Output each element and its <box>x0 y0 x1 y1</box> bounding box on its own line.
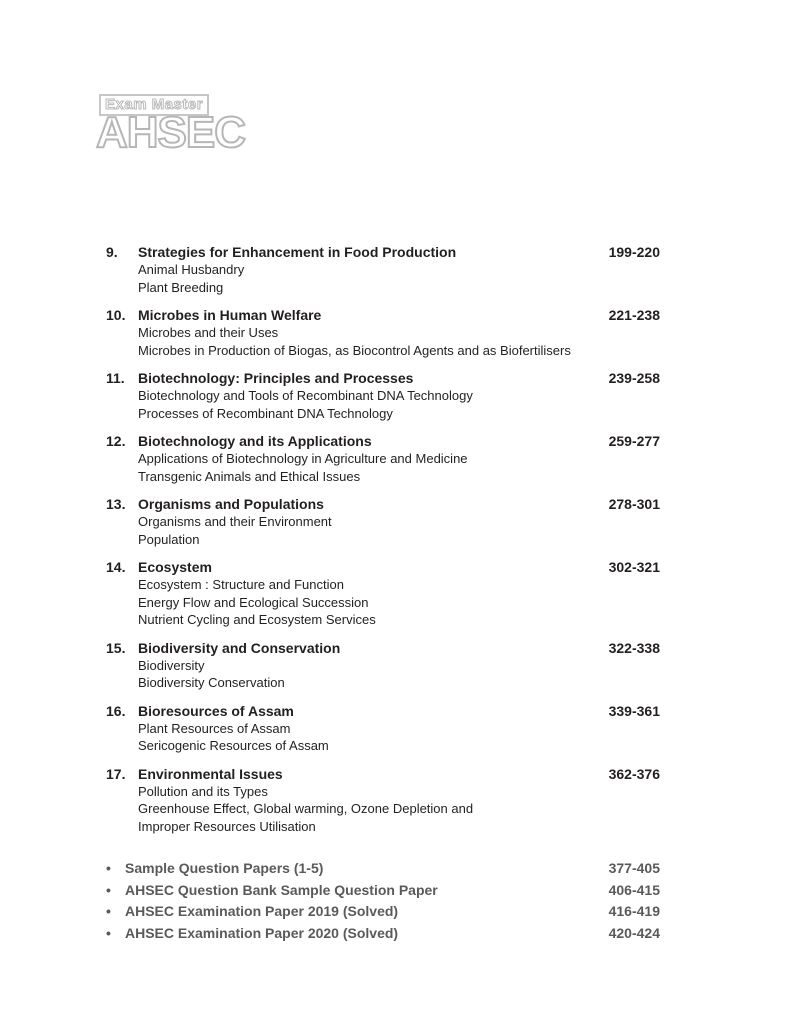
chapter-subtopic: Improper Resources Utilisation <box>138 818 316 834</box>
extra-paper-page-range: 377-405 <box>608 860 660 876</box>
chapter-subtopic: Nutrient Cycling and Ecosystem Services <box>138 612 376 627</box>
exam-master-logo <box>96 94 256 156</box>
chapter-number: 13. <box>106 496 126 512</box>
chapter-subtopic: Biotechnology and Tools of Recombinant DNA Technology <box>138 388 473 403</box>
chapter-subtopic: Population <box>138 531 200 547</box>
chapter-title: Ecosystem <box>138 559 212 575</box>
chapter-title: Biotechnology: Principles and Processes <box>138 370 414 386</box>
chapter-subtopic: Microbes in Production of Biogas, as Biocontrol Agents and as Biofertilisers <box>138 342 571 358</box>
chapter-title: Biotechnology and its Applications <box>138 433 372 449</box>
chapter-number: 16. <box>106 702 126 719</box>
extra-paper-label: AHSEC Question Bank Sample Question Paper <box>125 881 438 898</box>
chapter-title: Strategies for Enhancement in Food Production <box>138 244 457 260</box>
chapter-subtopic: Organisms and their Environment <box>138 514 332 529</box>
chapter-subtopic: Biodiversity Conservation <box>138 675 285 690</box>
extra-paper-page-range: 420-424 <box>608 924 660 941</box>
logo-main-text: AHSEC <box>96 108 246 157</box>
extra-paper-page-range: 406-415 <box>608 881 660 898</box>
chapter-subtopic: Plant Resources of Assam <box>138 720 291 736</box>
chapter-subtopic: Sericogenic Resources of Assam <box>138 738 329 753</box>
chapter-page-range: 259-277 <box>608 433 660 449</box>
chapter-subtopic: Ecosystem : Structure and Function <box>138 577 344 592</box>
chapter-subtopic: Animal Husbandry <box>138 262 245 277</box>
extra-paper-item <box>106 858 666 880</box>
chapter-number: 9. <box>106 244 118 260</box>
table-of-contents <box>106 243 666 845</box>
chapter-subtopic: Plant Breeding <box>138 279 224 295</box>
chapter-number: 10. <box>106 307 126 323</box>
extra-paper-page-range: 416-419 <box>608 903 660 919</box>
bullet-icon: • <box>106 881 111 898</box>
toc-entry <box>106 639 666 692</box>
chapter-number: 17. <box>106 765 126 782</box>
additional-papers-list <box>106 858 666 944</box>
chapter-number: 14. <box>106 559 126 575</box>
extra-paper-label: AHSEC Examination Paper 2020 (Solved) <box>125 924 399 941</box>
chapter-subtopic: Microbes and their Uses <box>138 325 279 340</box>
chapter-title: Organisms and Populations <box>138 496 324 512</box>
chapter-page-range: 339-361 <box>608 702 660 719</box>
chapter-page-range: 199-220 <box>608 244 660 260</box>
toc-entry <box>106 432 666 485</box>
chapter-number: 15. <box>106 639 126 656</box>
chapter-title: Environmental Issues <box>138 765 283 782</box>
toc-entry <box>106 369 666 422</box>
bullet-icon: • <box>106 924 111 941</box>
chapter-number: 12. <box>106 433 126 449</box>
chapter-title: Biodiversity and Conservation <box>138 639 341 656</box>
chapter-subtopic: Greenhouse Effect, Global warming, Ozone Depletion and <box>138 801 474 816</box>
extra-paper-item <box>106 901 666 923</box>
chapter-subtopic: Energy Flow and Ecological Succession <box>138 594 369 610</box>
chapter-page-range: 362-376 <box>608 765 660 782</box>
logo-top-text: Exam Master <box>99 94 209 116</box>
extra-paper-item <box>106 923 666 945</box>
toc-entry <box>106 243 666 296</box>
toc-entry <box>106 765 666 836</box>
chapter-number: 11. <box>106 370 125 386</box>
chapter-subtopic: Biodiversity <box>138 657 205 673</box>
bullet-icon: • <box>106 903 111 919</box>
chapter-page-range: 239-258 <box>608 370 660 386</box>
chapter-subtopic: Transgenic Animals and Ethical Issues <box>138 468 361 484</box>
toc-entry <box>106 306 666 359</box>
chapter-title: Bioresources of Assam <box>138 702 294 719</box>
extra-paper-item <box>106 880 666 902</box>
chapter-subtopic: Applications of Biotechnology in Agriculture and Medicine <box>138 451 468 466</box>
extra-paper-label: AHSEC Examination Paper 2019 (Solved) <box>125 903 399 919</box>
bullet-icon: • <box>106 860 111 876</box>
chapter-subtopic: Pollution and its Types <box>138 783 268 799</box>
toc-entry <box>106 702 666 755</box>
chapter-page-range: 221-238 <box>608 307 660 323</box>
chapter-page-range: 302-321 <box>608 559 660 575</box>
chapter-page-range: 322-338 <box>608 639 660 656</box>
toc-entry <box>106 495 666 548</box>
chapter-title: Microbes in Human Welfare <box>138 307 322 323</box>
chapter-subtopic: Processes of Recombinant DNA Technology <box>138 405 393 421</box>
toc-entry <box>106 558 666 629</box>
chapter-page-range: 278-301 <box>608 496 660 512</box>
extra-paper-label: Sample Question Papers (1-5) <box>125 860 324 876</box>
